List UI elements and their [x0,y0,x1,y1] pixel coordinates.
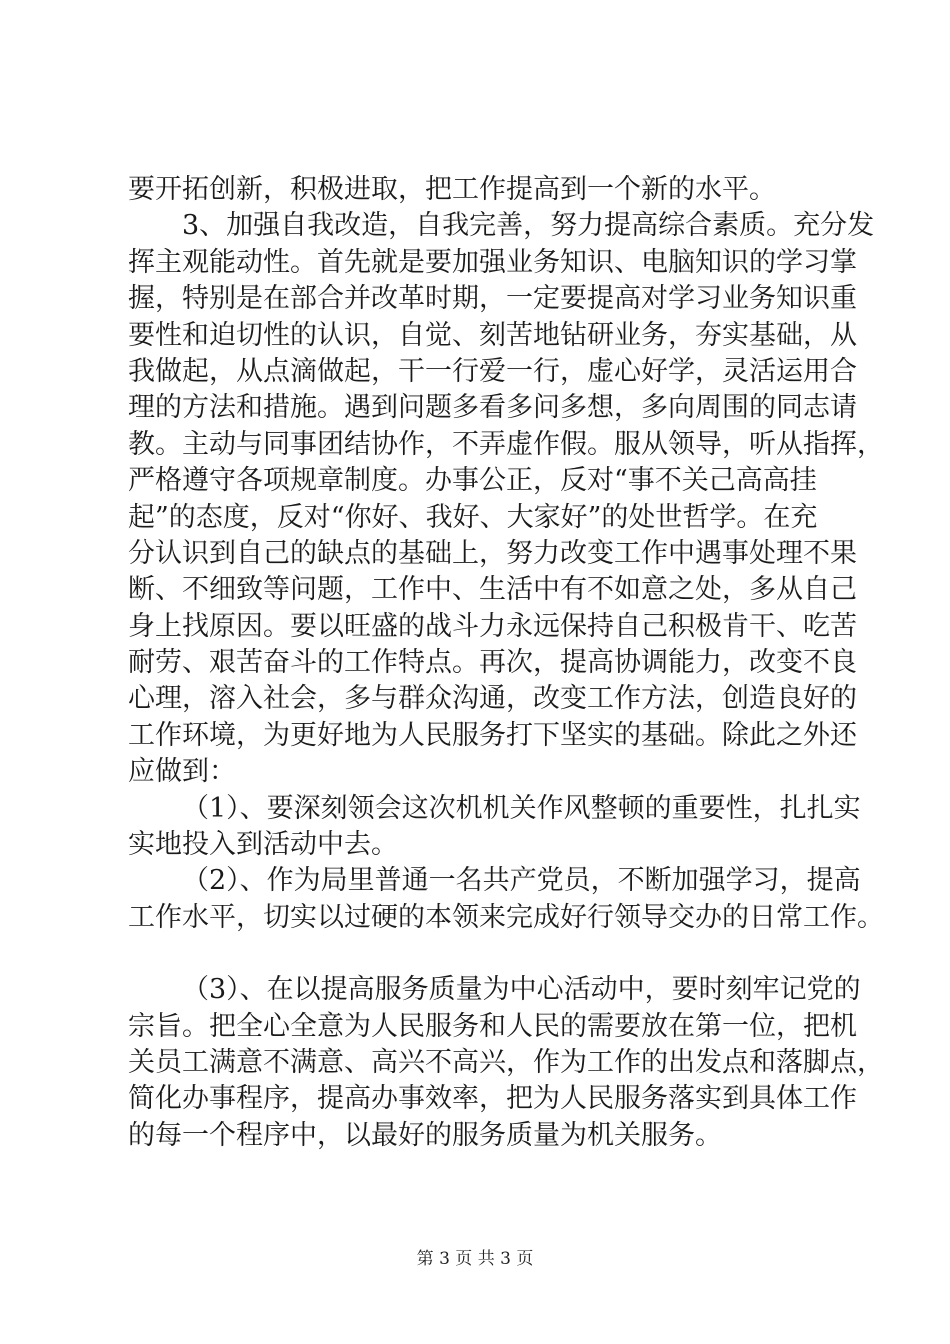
paragraph-gap [128,936,828,972]
text-line: 断、不细致等问题，工作中、生活中有不如意之处，多从自己 [128,574,857,606]
text-line: 3、加强自我改造，自我完善，努力提高综合素质。充分发 [182,210,875,242]
document-body [128,172,884,1154]
text-line: 工作水平，切实以过硬的本领来完成好行领导交办的日常工作。 [128,901,884,933]
text-line: 工作环境，为更好地为人民服务打下坚实的基础。除此之外还 [128,719,857,751]
text-line: 分认识到自己的缺点的基础上，努力改变工作中遇事处理不果 [128,537,857,569]
text-line: 心理，溶入社会，多与群众沟通，改变工作方法，创造良好的 [128,683,857,715]
text-line: 耐劳、艰苦奋斗的工作特点。再次，提高协调能力，改变不良 [128,647,857,679]
text-line: 教。主动与同事团结协作，不弄虚作假。服从领导，听从指挥， [128,428,884,460]
text-line: 的每一个程序中，以最好的服务质量为机关服务。 [128,1119,722,1151]
text-line: 严格遵守各项规章制度。办事公正，反对“事不关己高高挂 [128,465,817,497]
text-line: 身上找原因。要以旺盛的战斗力永远保持自己积极肯干、吃苦 [128,610,857,642]
text-line: 关员工满意不满意、高兴不高兴，作为工作的出发点和落脚点， [128,1046,884,1078]
text-line: （2）、作为局里普通一名共产党员，不断加强学习，提高 [182,865,861,897]
text-line: 握，特别是在部合并改革时期，一定要提高对学习业务知识重 [128,283,857,315]
text-line: 实地投入到活动中去。 [128,829,398,861]
text-line: 简化办事程序，提高办事效率，把为人民服务落实到具体工作 [128,1083,857,1115]
text-line: （1）、要深刻领会这次机机关作风整顿的重要性，扎扎实 [182,792,861,824]
text-line: 要性和迫切性的认识，自觉、刻苦地钻研业务，夯实基础，从 [128,319,857,351]
text-line: 理的方法和措施。遇到问题多看多问多想，多向周围的同志请 [128,392,857,424]
text-line: 宗旨。把全心全意为人民服务和人民的需要放在第一位，把机 [128,1010,857,1042]
page-number-footer: 第 3 页 共 3 页 [416,1249,534,1269]
text-line: （3）、在以提高服务质量为中心活动中，要时刻牢记党的 [182,974,861,1006]
text-line: 起”的态度，反对“你好、我好、大家好”的处世哲学。在充 [128,501,818,533]
text-line: 挥主观能动性。首先就是要加强业务知识、电脑知识的学习掌 [128,246,857,278]
text-line: 要开拓创新，积极进取，把工作提高到一个新的水平。 [128,174,776,205]
text-line: 我做起，从点滴做起，干一行爱一行，虚心好学，灵活运用合 [128,355,857,387]
text-line: 应做到： [128,756,236,788]
